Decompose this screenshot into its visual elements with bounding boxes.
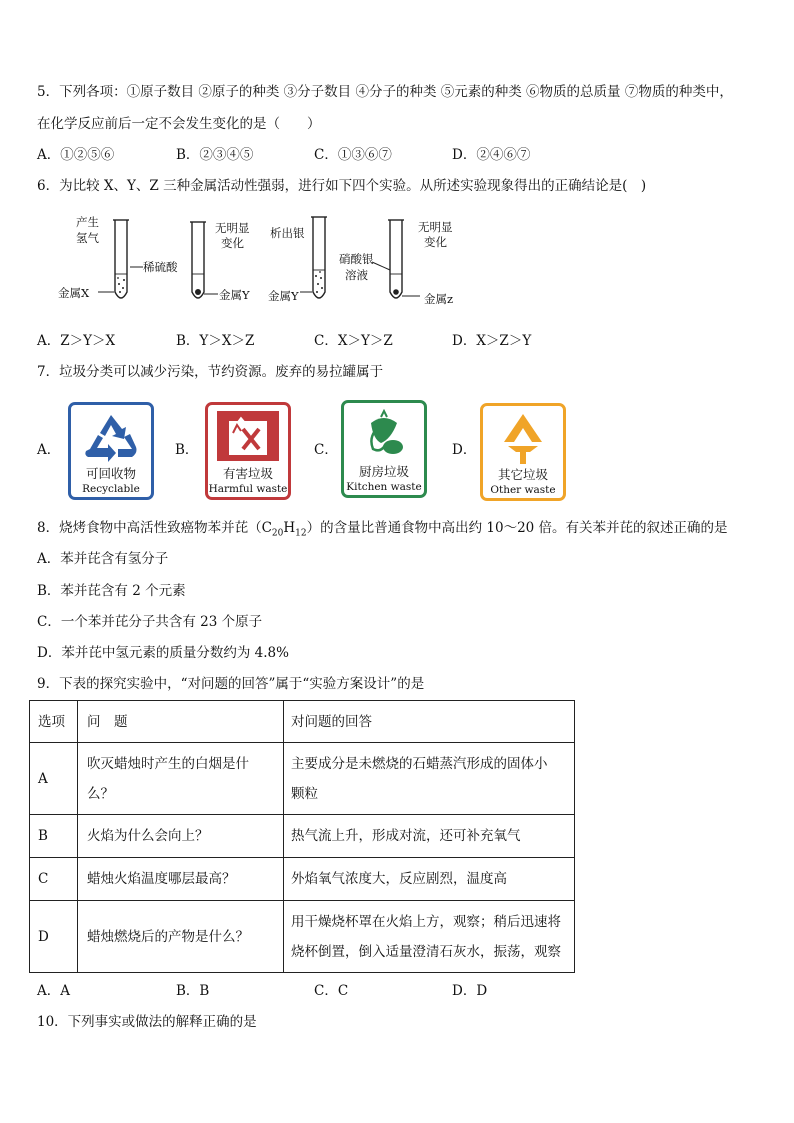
row-a-question-line1: 吹灭蜡烛时产生的白烟是什 <box>87 755 249 772</box>
test-tube-2 <box>190 222 206 298</box>
q8-option-c: C．一个苯并芘分子共含有 23 个原子 <box>37 614 263 630</box>
other-waste-bin <box>480 403 566 501</box>
label-produce: 产生 <box>76 215 99 229</box>
label-dilute-acid: 稀硫酸 <box>143 260 178 274</box>
label-no-obvious-1: 无明显 <box>215 221 250 235</box>
label-no-obvious-2: 无明显 <box>418 220 453 234</box>
table-row <box>30 901 575 973</box>
q7-letter-b: B． <box>175 442 199 458</box>
recyclable-label-cn: 可回收物 <box>85 466 136 481</box>
q5-option-b: B．②③④⑤ <box>176 147 254 163</box>
q8-option-d: D．苯并芘中氢元素的质量分数约为 4.8% <box>37 645 289 661</box>
label-change-2: 变化 <box>424 235 447 249</box>
q8-stem <box>37 518 728 544</box>
q8-option-b: B．苯并芘含有 2 个元素 <box>37 583 186 599</box>
header-answer: 对问题的回答 <box>284 701 575 743</box>
q5-stem-line2: 在化学反应前后一定不会发生变化的是（ ） <box>37 116 321 132</box>
row-a-question <box>78 743 284 815</box>
kitchen-waste-bin <box>341 400 427 498</box>
row-a-question-line2: 么？ <box>87 785 114 802</box>
table-row <box>30 743 575 815</box>
harmful-label-en: Harmful waste <box>208 483 288 495</box>
row-a-answer-line1: 主要成分是未燃烧的石蜡蒸汽形成的固体小 <box>291 755 548 772</box>
row-d-answer-line1: 用干燥烧杯罩在火焰上方，观察；稍后迅速将 <box>291 913 561 930</box>
row-c-answer: 外焰氧气浓度大，反应剧烈，温度高 <box>284 858 575 901</box>
label-silver-nitrate: 硝酸银 <box>339 252 374 266</box>
recycle-icon <box>78 411 144 465</box>
row-b-question: 火焰为什么会向上？ <box>78 815 284 858</box>
q7-letter-c: C． <box>314 442 338 458</box>
label-metal-y-2: 金属Y <box>268 289 299 303</box>
q6-option-a: A．Z＞Y＞X <box>37 333 116 349</box>
other-label-en: Other waste <box>490 484 556 496</box>
header-option: 选项 <box>30 701 78 743</box>
label-metal-y-1: 金属Y <box>219 288 250 302</box>
row-d-option: D <box>30 901 78 973</box>
row-a-answer <box>284 743 575 815</box>
q7-stem: 7．垃圾分类可以减少污染，节约资源。废弃的易拉罐属于 <box>37 364 384 380</box>
q6-option-c: C．X＞Y＞Z <box>314 333 393 349</box>
q9-table <box>29 700 575 973</box>
recyclable-bin <box>68 402 154 500</box>
q8-stem-part-a: 8．烧烤食物中高活性致癌物苯并芘（C <box>37 520 272 536</box>
q9-option-b: B．B <box>176 983 210 999</box>
row-b-answer: 热气流上升，形成对流，还可补充氧气 <box>284 815 575 858</box>
kitchen-label-cn: 厨房垃圾 <box>358 464 409 479</box>
label-metal-x: 金属X <box>58 286 90 300</box>
row-a-answer-line2: 颗粒 <box>291 785 318 802</box>
row-d-question: 蜡烛燃烧后的产物是什么？ <box>78 901 284 973</box>
kitchen-waste-icon <box>351 409 417 463</box>
q9-option-a: A．A <box>37 983 70 999</box>
q6-stem: 6．为比较 X、Y、Z 三种金属活动性强弱，进行如下四个实验。从所述实验现象得出的正确结论是( ) <box>37 178 647 194</box>
q7-letter-a: A． <box>37 442 61 458</box>
table-header-row <box>30 701 575 743</box>
q9-option-c: C．C <box>314 983 349 999</box>
test-tube-3 <box>311 217 327 298</box>
row-d-answer <box>284 901 575 973</box>
other-waste-icon <box>490 412 556 466</box>
q5-stem-line1: 5．下列各项：①原子数目 ②原子的种类 ③分子数目 ④分子的种类 ⑤元素的种类 ⑥物质的总质量 ⑦物质的种类中， <box>37 84 733 100</box>
label-precip-silver: 析出银 <box>270 226 305 240</box>
q8-stem-part-c: ）的含量比普通食物中高出约 10～20 倍。有关苯并芘的叙述正确的是 <box>306 520 728 536</box>
test-tube-4 <box>388 220 404 298</box>
table-row <box>30 858 575 901</box>
row-c-option: C <box>30 858 78 901</box>
q8-option-a: A．苯并芘含有氢分子 <box>37 551 169 567</box>
q5-option-d: D．②④⑥⑦ <box>452 147 531 163</box>
q5-option-a: A．①②⑤⑥ <box>37 147 115 163</box>
table-row <box>30 815 575 858</box>
q7-letter-d: D． <box>452 442 477 458</box>
row-b-option: B <box>30 815 78 858</box>
q5-option-c: C．①③⑥⑦ <box>314 147 392 163</box>
harmful-label-cn: 有害垃圾 <box>222 466 273 481</box>
row-c-question: 蜡烛火焰温度哪层最高？ <box>78 858 284 901</box>
q10-stem: 10．下列事实或做法的解释正确的是 <box>37 1014 257 1030</box>
row-a-option: A <box>30 743 78 815</box>
label-hydrogen: 氢气 <box>76 231 99 245</box>
q6-option-b: B．Y＞X＞Z <box>176 333 255 349</box>
other-label-cn: 其它垃圾 <box>497 467 548 482</box>
kitchen-label-en: Kitchen waste <box>346 481 422 493</box>
q8-stem-part-b: H <box>283 520 296 536</box>
header-question: 问 题 <box>78 701 284 743</box>
q8-sub-20: 20 <box>271 528 284 539</box>
test-tube-1 <box>113 220 129 298</box>
harmful-waste-icon <box>215 411 281 465</box>
label-solution: 溶液 <box>345 268 368 282</box>
q8-sub-12: 12 <box>295 528 307 539</box>
q6-option-d: D．X＞Z＞Y <box>452 333 532 349</box>
recyclable-label-en: Recyclable <box>82 483 140 495</box>
harmful-waste-bin <box>205 402 291 500</box>
row-d-answer-line2: 烧杯倒置，倒入适量澄清石灰水，振荡，观察 <box>291 943 561 960</box>
q9-stem: 9．下表的探究实验中，“对问题的回答”属于“实验方案设计”的是 <box>37 676 425 692</box>
label-change-1: 变化 <box>221 236 244 250</box>
label-metal-z: 金属z <box>424 292 454 306</box>
test-tube-figure <box>50 212 480 312</box>
q9-option-d: D．D <box>452 983 488 999</box>
